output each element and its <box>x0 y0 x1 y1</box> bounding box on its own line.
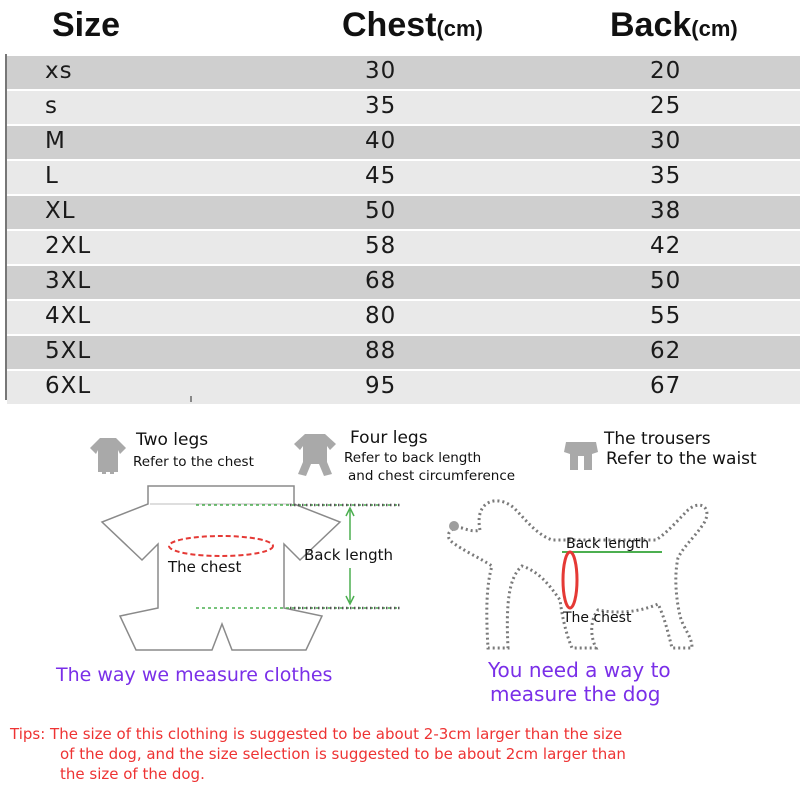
dog-outline-diagram <box>440 486 740 656</box>
dog-caption-line2: measure the dog <box>490 682 661 706</box>
clothes-chest-label: The chest <box>168 558 242 576</box>
back-cell: 67 <box>650 373 682 399</box>
back-cell: 42 <box>650 233 682 259</box>
four-legs-note2: and chest circumference <box>348 468 516 484</box>
size-cell: 6XL <box>45 373 92 399</box>
chest-cell: 80 <box>365 303 397 329</box>
size-cell: xs <box>45 58 73 84</box>
trousers-icon <box>562 440 600 472</box>
garment-outline-diagram <box>100 480 420 660</box>
tick-mark <box>190 396 192 402</box>
two-legs-shirt-icon <box>88 436 128 476</box>
chest-cell: 45 <box>365 163 397 189</box>
dog-back-length-label: Back length <box>566 536 650 552</box>
back-cell: 25 <box>650 93 682 119</box>
chest-cell: 68 <box>365 268 397 294</box>
table-row <box>7 264 800 299</box>
chest-cell: 35 <box>365 93 397 119</box>
chest-cell: 58 <box>365 233 397 259</box>
table-row <box>7 334 800 369</box>
size-table <box>7 54 800 404</box>
four-legs-title: Four legs <box>350 428 428 448</box>
table-row <box>7 159 800 194</box>
trousers-title: The trousers <box>604 429 711 449</box>
size-cell: XL <box>45 198 76 224</box>
chest-cell: 50 <box>365 198 397 224</box>
table-header <box>0 0 800 56</box>
table-row <box>7 369 800 404</box>
back-cell: 35 <box>650 163 682 189</box>
back-cell: 62 <box>650 338 682 364</box>
table-left-edge <box>0 54 7 400</box>
header-chest: Chest(cm) <box>342 6 483 44</box>
chest-cell: 88 <box>365 338 397 364</box>
header-back: Back(cm) <box>610 6 738 44</box>
size-cell: 5XL <box>45 338 92 364</box>
table-row <box>7 89 800 124</box>
table-row <box>7 229 800 264</box>
table-row <box>7 299 800 334</box>
four-legs-suit-icon <box>292 432 338 478</box>
table-row <box>7 54 800 89</box>
tips-line2: of the dog, and the size selection is suggested to be about 2cm larger than <box>60 745 626 763</box>
tips-note <box>10 724 800 784</box>
back-cell: 38 <box>650 198 682 224</box>
two-legs-note: Refer to the chest <box>133 454 254 470</box>
dog-chest-label: The chest <box>563 610 632 626</box>
trousers-note: Refer to the waist <box>606 449 757 469</box>
size-cell: M <box>45 128 66 154</box>
back-cell: 50 <box>650 268 682 294</box>
chest-cell: 30 <box>365 58 397 84</box>
clothes-back-length-label: Back length <box>304 546 393 564</box>
header-size: Size <box>52 6 121 44</box>
size-cell: s <box>45 93 58 119</box>
chest-cell: 40 <box>365 128 397 154</box>
clothes-caption: The way we measure clothes <box>56 664 333 686</box>
size-cell: 2XL <box>45 233 92 259</box>
back-cell: 55 <box>650 303 682 329</box>
size-cell: 4XL <box>45 303 92 329</box>
table-row <box>7 194 800 229</box>
tips-line1: Tips: The size of this clothing is suggested to be about 2-3cm larger than the size <box>10 725 623 743</box>
back-cell: 30 <box>650 128 682 154</box>
table-row <box>7 124 800 159</box>
four-legs-note1: Refer to back length <box>344 450 482 466</box>
back-cell: 20 <box>650 58 682 84</box>
dog-caption-line1: You need a way to <box>488 658 671 682</box>
tips-line3: the size of the dog. <box>60 765 205 783</box>
two-legs-title: Two legs <box>136 430 209 450</box>
size-cell: 3XL <box>45 268 92 294</box>
chest-cell: 95 <box>365 373 397 399</box>
size-cell: L <box>45 163 59 189</box>
